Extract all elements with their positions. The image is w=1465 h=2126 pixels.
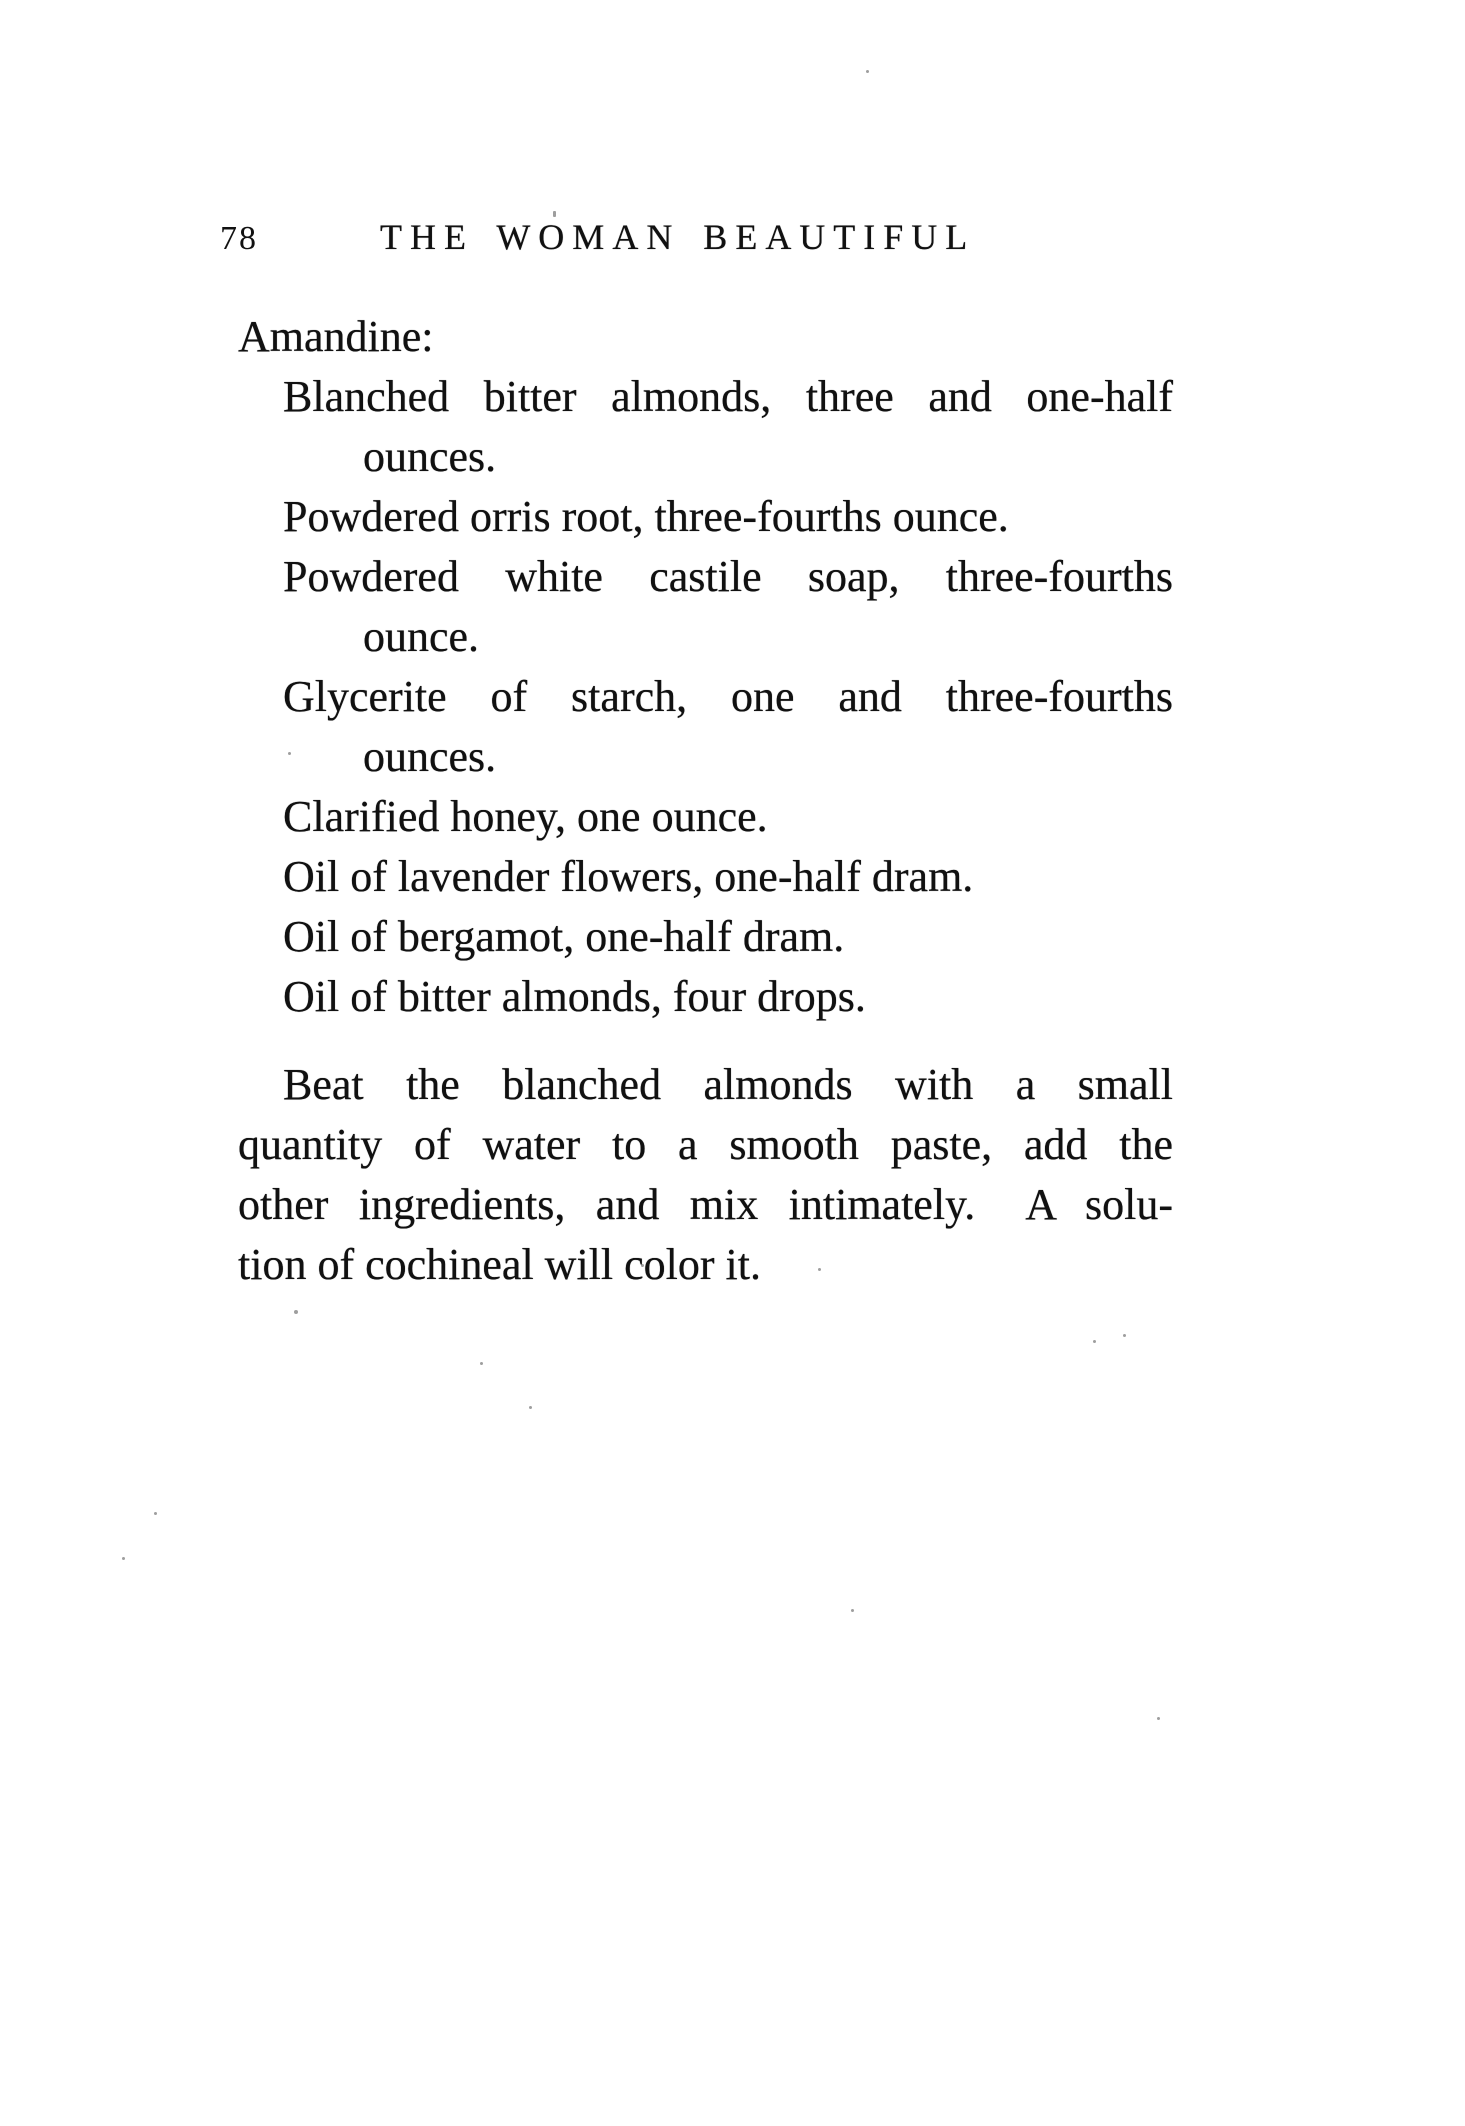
ingredient-line-continuation: ounces.	[363, 732, 497, 781]
scan-speck	[122, 1557, 125, 1560]
instruction-line: tion of cochineal will color it.	[238, 1240, 761, 1289]
ingredient-line: Oil of lavender flowers, one-half dram.	[283, 852, 974, 901]
ingredient-line-continuation: ounce.	[363, 612, 480, 661]
scan-speck	[529, 1406, 532, 1409]
scan-speck	[480, 1362, 483, 1365]
scan-speck	[154, 1512, 157, 1515]
instruction-line: Beat the blanched almonds with a small	[283, 1060, 1173, 1109]
scan-speck	[866, 70, 869, 73]
ingredient-line: Clarified honey, one ounce.	[283, 792, 768, 841]
running-title: THE WOMAN BEAUTIFUL	[380, 217, 976, 257]
scan-speck	[1123, 1334, 1126, 1337]
scan-speck	[294, 1310, 298, 1314]
scan-speck	[553, 211, 556, 217]
ingredient-line: Powdered orris root, three-fourths ounce.	[283, 492, 1009, 541]
scan-speck	[1093, 1340, 1096, 1343]
scan-speck	[1157, 1717, 1160, 1720]
ingredient-line: Oil of bergamot, one-half dram.	[283, 912, 845, 961]
page-number: 78	[220, 220, 258, 257]
scan-speck	[288, 752, 291, 755]
running-head	[0, 214, 1465, 258]
scan-speck	[641, 1264, 644, 1267]
instruction-line: other ingredients, and mix intimately. A solu-	[238, 1180, 1173, 1229]
ingredient-line: Powdered white castile soap, three-fourths	[283, 552, 1173, 601]
instructions-paragraph	[238, 1055, 1173, 1295]
ingredient-line: Glycerite of starch, one and three-fourths	[283, 672, 1173, 721]
ingredient-line: Oil of bitter almonds, four drops.	[283, 972, 866, 1021]
scan-speck	[851, 1609, 854, 1612]
scan-speck	[818, 1268, 821, 1271]
recipe-title: Amandine:	[238, 312, 434, 361]
recipe-block	[238, 307, 1173, 1295]
instruction-line: quantity of water to a smooth paste, add the	[238, 1120, 1173, 1169]
ingredient-line-continuation: ounces.	[363, 432, 497, 481]
ingredient-line: Blanched bitter almonds, three and one-half	[283, 372, 1173, 421]
